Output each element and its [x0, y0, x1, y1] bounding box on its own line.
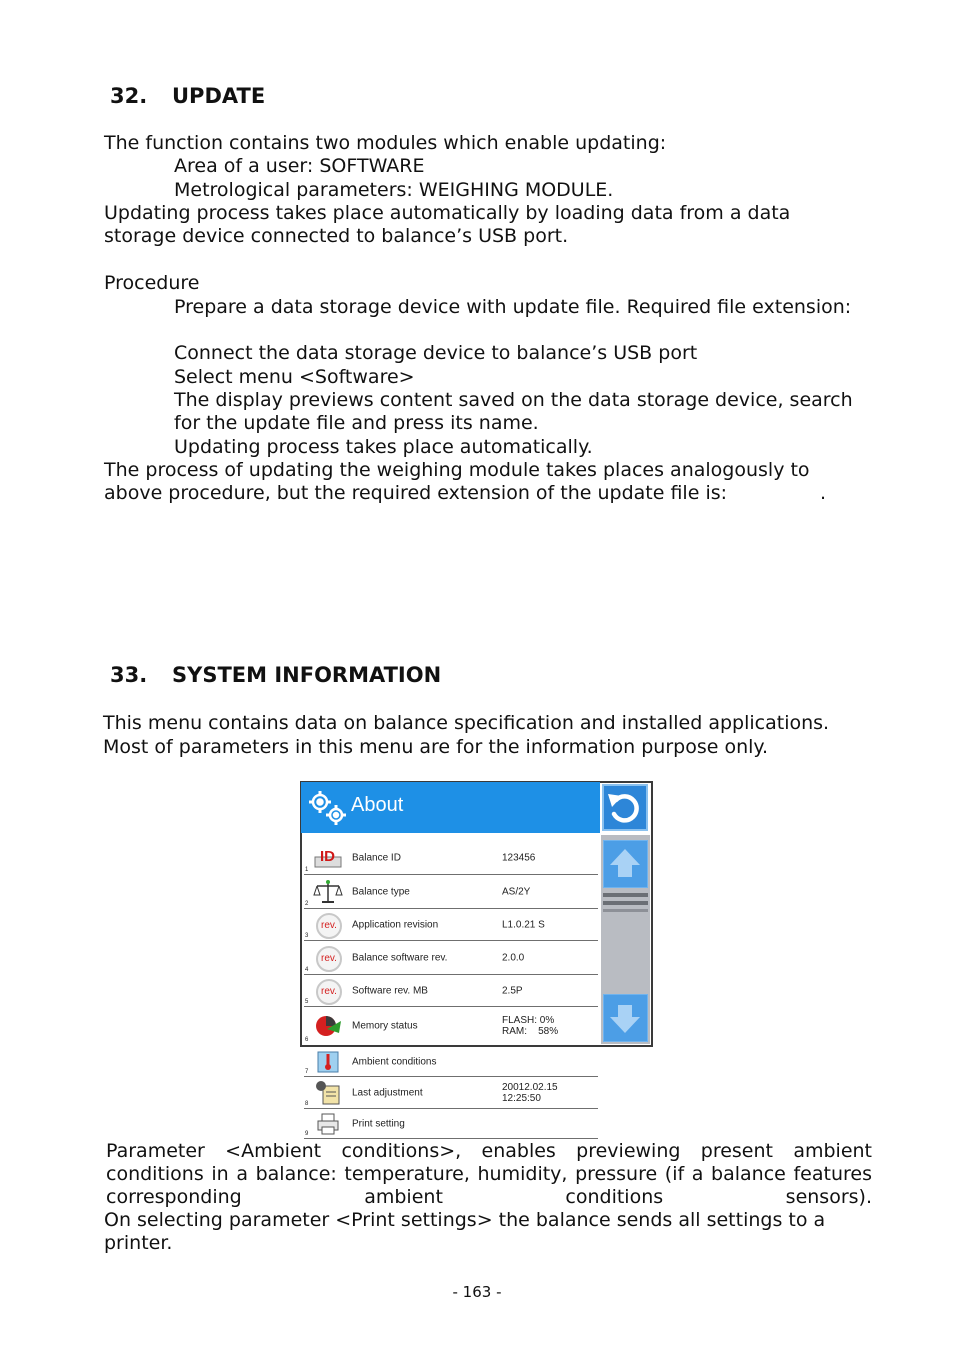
row-value: L1.0.21 S [502, 919, 545, 930]
row-label: Application revision [352, 919, 439, 930]
memory-icon [313, 1013, 343, 1039]
row-label: Balance ID [352, 852, 401, 864]
row-index: 5 [305, 999, 309, 1005]
scroll-down-button[interactable] [603, 994, 648, 1042]
printer-icon [313, 1111, 343, 1137]
procedure-step: Updating process takes place automatically. [174, 436, 593, 458]
paragraph-line: On selecting parameter <Print settings> the balance sends all settings to a [104, 1209, 826, 1231]
back-arrow-icon [604, 786, 646, 829]
id-icon [313, 845, 343, 871]
gears-icon [306, 788, 348, 828]
paragraph-line: The process of updating the weighing module takes places analogously to [104, 459, 810, 481]
procedure-step: Prepare a data storage device with update file. Required file extension: [174, 296, 852, 318]
list-item[interactable] [304, 1047, 598, 1077]
procedure-step: Select menu <Software> [174, 366, 415, 388]
scroll-grip[interactable] [603, 893, 648, 897]
row-index: 2 [305, 901, 309, 907]
procedure-step: Connect the data storage device to balance’s USB port [174, 342, 698, 364]
procedure-label: Procedure [104, 272, 200, 294]
module-item: Area of a user: SOFTWARE [174, 155, 425, 177]
rev-icon: rev. [313, 945, 343, 971]
row-value: FLASH: 0% RAM: 58% [502, 1014, 559, 1037]
scroll-panel [601, 835, 650, 1044]
list-item[interactable] [304, 875, 598, 909]
module-item: Metrological parameters: WEIGHING MODULE. [174, 179, 614, 201]
paragraph-line: This menu contains data on balance specification and installed applications. [103, 712, 830, 734]
row-label: Last adjustment [352, 1087, 423, 1098]
rev-icon: rev. [313, 978, 343, 1004]
paragraph-line: Most of parameters in this menu are for the information purpose only. [103, 736, 768, 758]
row-label: Balance type [352, 886, 410, 897]
row-index: 9 [305, 1131, 309, 1137]
row-label: Software rev. MB [352, 985, 428, 996]
row-value: 2.0.0 [502, 952, 525, 963]
section-title: UPDATE [172, 84, 266, 108]
list-item[interactable] [304, 1077, 598, 1109]
screen-header [301, 782, 600, 833]
row-label: Balance software rev. [352, 952, 448, 963]
list-item[interactable] [304, 842, 598, 875]
row-label: Ambient conditions [352, 1056, 437, 1067]
scroll-grip[interactable] [603, 909, 648, 912]
adjustment-icon [313, 1080, 343, 1106]
row-value: AS/2Y [502, 886, 531, 897]
scale-icon [313, 879, 343, 905]
list-item[interactable] [304, 909, 598, 941]
paragraph-line: Updating process takes place automatically by loading data from a data [104, 202, 791, 224]
row-index: 1 [305, 867, 309, 873]
section-number: 33. [110, 663, 148, 687]
section-32-heading [110, 84, 265, 108]
section-title: SYSTEM INFORMATION [172, 663, 442, 687]
scroll-grip[interactable] [603, 901, 648, 905]
row-value: 2.5P [502, 985, 523, 996]
list-item[interactable] [304, 941, 598, 975]
row-index: 8 [305, 1101, 309, 1107]
procedure-step: The display previews content saved on the data storage device, search [174, 389, 853, 411]
sentence-end: . [820, 482, 827, 504]
row-index: 3 [305, 933, 309, 939]
paragraph-line: printer. [104, 1232, 173, 1254]
section-number: 32. [110, 84, 148, 108]
page-number: - 163 - [452, 1283, 502, 1301]
row-index: 6 [305, 1037, 309, 1043]
arrow-down-icon [604, 995, 647, 1041]
back-button[interactable] [602, 784, 648, 831]
procedure-step: for the update file and press its name. [174, 412, 539, 434]
rev-icon: rev. [313, 912, 343, 938]
row-label: Print setting [352, 1118, 405, 1129]
row-value: 20012.02.15 12:25:50 [502, 1081, 558, 1104]
paragraph-line: storage device connected to balance’s USB port. [104, 225, 569, 247]
arrow-up-icon [604, 841, 647, 887]
ambient-paragraph: Parameter <Ambient conditions>, enables previewing present ambient conditions in a balance: temperature, humidity, pressure (if a balance features corresponding ambient conditions sensors). [106, 1140, 872, 1208]
paragraph-line: above procedure, but the required extension of the update file is: [104, 482, 728, 504]
list-item[interactable] [304, 1007, 598, 1044]
row-index: 4 [305, 967, 309, 973]
intro-text: The function contains two modules which enable updating: [104, 132, 667, 154]
list-item[interactable] [304, 1109, 598, 1139]
list-item[interactable] [304, 975, 598, 1007]
row-label: Memory status [352, 1020, 418, 1031]
screen-title: About [351, 794, 404, 816]
about-screen-screenshot [300, 781, 655, 1139]
scroll-up-button[interactable] [603, 840, 648, 888]
svg-text:ID: ID [320, 848, 335, 865]
thermometer-icon [313, 1049, 343, 1075]
section-33-heading [110, 663, 441, 687]
row-value: 123456 [502, 852, 536, 864]
row-index: 7 [305, 1069, 309, 1075]
